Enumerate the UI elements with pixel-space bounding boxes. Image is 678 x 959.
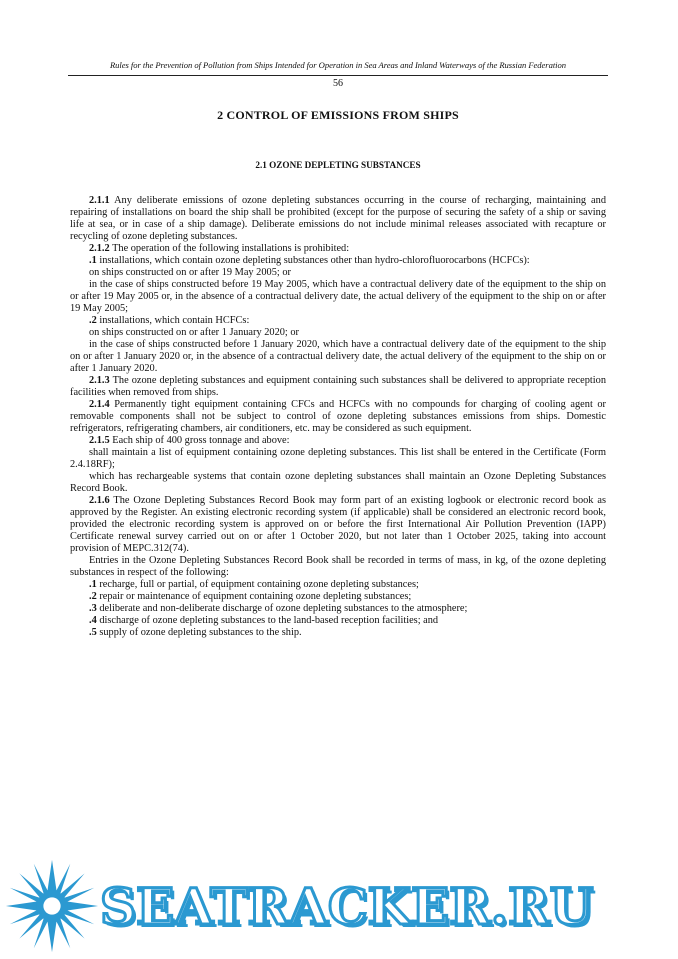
paragraph <box>70 339 606 375</box>
paragraph <box>70 315 606 327</box>
list-item <box>70 591 606 603</box>
list-item-text: recharge, full or partial, of equipment containing ozone depleting substances; <box>96 579 419 590</box>
paragraph <box>70 471 606 495</box>
paragraph <box>70 267 606 279</box>
paragraph-text: The Ozone Depleting Substances Record Book may form part of an existing logbook or electronic record book as approved by the Register. An existing electronic recording system (if applicable) shall be considered an electronic record book, provided the electronic recording system is approved on or before the first International Air Pollution Prevention (IAPP) Certificate renewal survey carried out on or after 1 October 2020, but not later than 1 October 2025, taking into account provision of MEPC.312(74). <box>70 495 606 554</box>
paragraph <box>70 399 606 435</box>
paragraph-text: on ships constructed on or after 19 May 2005; or <box>89 267 291 278</box>
section-title: 2.1 OZONE DEPLETING SUBSTANCES <box>255 160 421 170</box>
paragraph-text: in the case of ships constructed before 19 May 2005, which have a contractual delivery date of the equipment to the ship on or after 19 May 2005 or, in the absence of a contractual delivery date, the actual delivery of the equipment to the ship on or after 19 May 2005; <box>70 279 606 314</box>
sun-burst-icon <box>4 858 100 954</box>
header-rule <box>68 75 608 76</box>
list-item-text: supply of ozone depleting substances to the ship. <box>96 627 302 638</box>
paragraph-number: .1 <box>89 255 97 266</box>
paragraph-text: in the case of ships constructed before 1 January 2020, which have a contractual delivery date of the equipment to the ship on or after 1 January 2020 or, in the absence of a contractual delivery date, the actual delivery of the equipment to the ship on or after 1 January 2020. <box>70 339 606 374</box>
paragraph-text: on ships constructed on or after 1 January 2020; or <box>89 327 299 338</box>
list-item-number: .3 <box>89 603 97 614</box>
paragraph <box>70 195 606 243</box>
watermark <box>0 850 678 959</box>
paragraph-text: Any deliberate emissions of ozone depleting substances occurring in the course of recharging, maintaining and repairing of installations on board the ship shall be prohibited (except for the purpose of securing the safety of a ship or saving life at sea, or in case of a ship damage). Deliberate emissions do not include minimal releases associated with recapture or recycling of ozone depleting substances. <box>70 195 606 242</box>
list-item <box>70 603 606 615</box>
paragraph-number: .2 <box>89 315 97 326</box>
chapter-title: 2 CONTROL OF EMISSIONS FROM SHIPS <box>217 108 459 122</box>
paragraph-text: installations, which contain HCFCs: <box>96 315 250 326</box>
paragraph-number: 2.1.1 <box>89 195 110 206</box>
list-item-number: .2 <box>89 591 97 602</box>
paragraph-number: 2.1.6 <box>89 495 110 506</box>
list-item-text: discharge of ozone depleting substances to the land-based reception facilities; and <box>96 615 439 626</box>
list-item-number: .4 <box>89 615 97 626</box>
paragraph <box>70 555 606 579</box>
list-item <box>70 615 606 627</box>
paragraph-text: Each ship of 400 gross tonnage and above: <box>109 435 290 446</box>
paragraph-text: Entries in the Ozone Depleting Substances Record Book shall be recorded in terms of mass, in kg, of the ozone depleting substances in respect of the following: <box>70 555 606 578</box>
paragraph <box>70 435 606 447</box>
paragraph-number: 2.1.4 <box>89 399 110 410</box>
paragraph <box>70 495 606 555</box>
running-header-title: Rules for the Prevention of Pollution from Ships Intended for Operation in Sea Areas and Inland Waterways of the Russian Federation <box>109 60 567 70</box>
paragraph <box>70 243 606 255</box>
document-body <box>70 195 606 639</box>
paragraph-text: The ozone depleting substances and equipment containing such substances shall be delivered to appropriate reception facilities when removed from ships. <box>70 375 606 398</box>
paragraph-text: which has rechargeable systems that contain ozone depleting substances shall maintain an Ozone Depleting Substances Record Book. <box>70 471 606 494</box>
paragraph <box>70 327 606 339</box>
list-item-number: .5 <box>89 627 97 638</box>
list-item-number: .1 <box>89 579 97 590</box>
list-item-text: deliberate and non-deliberate discharge of ozone depleting substances to the atmosphere; <box>96 603 468 614</box>
paragraph-number: 2.1.2 <box>89 243 110 254</box>
paragraph <box>70 447 606 471</box>
paragraph-text: shall maintain a list of equipment containing ozone depleting substances. This list shall be entered in the Certificate (Form 2.4.18RF); <box>70 447 606 470</box>
list-item-text: repair or maintenance of equipment containing ozone depleting substances; <box>96 591 412 602</box>
paragraph-number: 2.1.3 <box>89 375 110 386</box>
paragraph-text: Permanently tight equipment containing CFCs and HCFCs with no compounds for charging of cooling agent or removable components shall not be subject to control of ozone depleting substances emissions from ships. Domestic refrigerators, refrigerating chambers, air conditioners, etc. may be considered as such equipment. <box>70 399 606 434</box>
paragraph-number: 2.1.5 <box>89 435 110 446</box>
paragraph <box>70 375 606 399</box>
list-item <box>70 579 606 591</box>
paragraph <box>70 255 606 267</box>
paragraph-text: installations, which contain ozone depleting substances other than hydro-chlorofluorocarbons (HCFCs): <box>96 255 530 266</box>
page-number: 56 <box>333 78 343 89</box>
watermark-text: SEATRACKER.RU <box>100 877 594 936</box>
list-item <box>70 627 606 639</box>
paragraph <box>70 279 606 315</box>
paragraph-text: The operation of the following installations is prohibited: <box>109 243 350 254</box>
